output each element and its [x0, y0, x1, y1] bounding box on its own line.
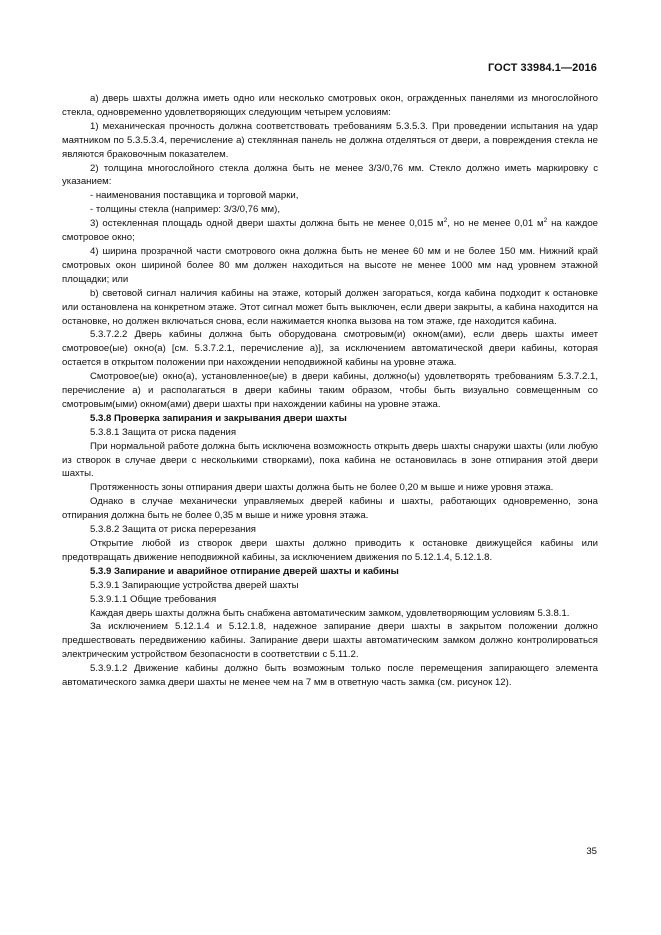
subsection-heading: 5.3.9.1 Запирающие устройства дверей шахты: [90, 579, 299, 591]
paragraph: Смотровое(ые) окно(а), установленное(ые) в двери кабины, должно(ы) удовлетворять требованиям 5.3.7.2.1, перечисление а) и располагаться в двери кабины таким образом, чтобы быть визуально совмещенным со смотровым(ыми) окном(ами) двери шахты при нахождении кабины на уровне этажа.: [62, 371, 598, 410]
document-header: [488, 62, 597, 74]
paragraph: При нормальной работе должна быть исключена возможность открыть дверь шахты снаружи шахты (или любую из створок в случае двери с несколькими створками), пока кабина не остановилась в зоне отпирания этой двери шахты.: [62, 440, 598, 480]
section-heading: 5.3.9 Запирание и аварийное отпирание дверей шахты и кабины: [90, 565, 399, 577]
section-heading: 5.3.8 Проверка запирания и закрывания двери шахты: [90, 412, 347, 424]
paragraph: а) дверь шахты должна иметь одно или несколько смотровых окон, огражденных панелями из многослойного стекла, одновременно удовлетворяющих следующим четырем условиям:: [62, 93, 598, 118]
paragraph: 5.3.7.2.2 Дверь кабины должна быть оборудована смотровым(и) окном(ами), если дверь шахты имеет смотровое(ые) окно(а) [см. 5.3.7.2.1, перечисление а)], за исключением автоматической двери кабины, которая остается в открытом положении при нахождении неподвижной кабины на уровне этажа.: [62, 329, 598, 369]
list-item: - толщины стекла (например: 3/3/0,76 мм),: [90, 204, 281, 216]
paragraph: 1) механическая прочность должна соответствовать требованиям 5.3.5.3. При проведении испытания на удар маятником по 5.3.5.3.4, перечисление а) стеклянная панель не должна отделяться от двери, а повреждения стекла не являются браковочным показателем.: [62, 120, 598, 160]
superscript: 2: [543, 217, 548, 225]
paragraph: 4) ширина прозрачной части смотрового окна должна быть не менее 60 мм и не более 150 мм. Нижний край смотровых окон шириной более 80 мм должен находиться на высоте не менее 1000 мм над уровнем этажной площадки; или: [62, 245, 598, 285]
standard-number: ГОСТ 33984.1—2016: [487, 62, 597, 74]
document-body: [62, 92, 598, 690]
superscript: 2: [443, 217, 448, 225]
paragraph: 5.3.9.1.2 Движение кабины должно быть возможным только после перемещения запирающего элемента автоматического замка двери шахты не менее чем на 7 мм в ответную часть замка (см. рисунок 12).: [62, 663, 598, 689]
paragraph: Каждая дверь шахты должна быть снабжена автоматическим замком, удовлетворяющим условиям 5.3.8.1.: [90, 607, 570, 619]
subsection-heading: 5.3.8.2 Защита от риска перерезания: [90, 524, 257, 536]
paragraph: 3) остекленная площадь одной двери шахты должна быть не менее 0,015 $м^2$, но не менее 0,01 $м^2$ на каждое смотровое окно;: [62, 217, 598, 244]
paragraph: Однако в случае механически управляемых дверей кабины и шахты, работающих одновременно, зона отпирания должна быть не более 0,35 м выше и ниже уровня этажа.: [62, 496, 598, 522]
page-number: 35: [586, 846, 597, 857]
paragraph: Протяженность зоны отпирания двери шахты должна быть не более 0,20 м выше и ниже уровня этажа.: [90, 482, 554, 494]
subsection-heading: 5.3.8.1 Защита от риска падения: [90, 426, 237, 438]
list-item: - наименования поставщика и торговой марки,: [90, 190, 299, 202]
paragraph: 2) толщина многослойного стекла должна быть не менее 3/3/0,76 мм. Стекло должно иметь маркировку с указанием:: [62, 162, 598, 188]
paragraph: За исключением 5.12.1.4 и 5.12.1.8, надежное запирание двери шахты в закрытом положении должно предшествовать передвижению кабины. Запирание двери шахты автоматическим замком должно контролироваться электрическим устройством безопасности в соответствии с 5.11.2.: [62, 621, 598, 661]
paragraph: Открытие любой из створок двери шахты должно приводить к остановке движущейся кабины или предотвращать движение неподвижной кабины, за исключением движения по 5.12.1.4, 5.12.1.8.: [62, 538, 598, 563]
paragraph: b) световой сигнал наличия кабины на этаже, который должен загораться, когда кабина подходит к остановке или остановлена на конкретном этаже. Этот сигнал может быть выключен, если двери закрыты, а кабина находится на остановке, но должен включаться снова, если нажимается кнопка вызова на том этаже, где находится кабина.: [62, 287, 598, 327]
subsection-heading: 5.3.9.1.1 Общие требования: [90, 593, 217, 605]
